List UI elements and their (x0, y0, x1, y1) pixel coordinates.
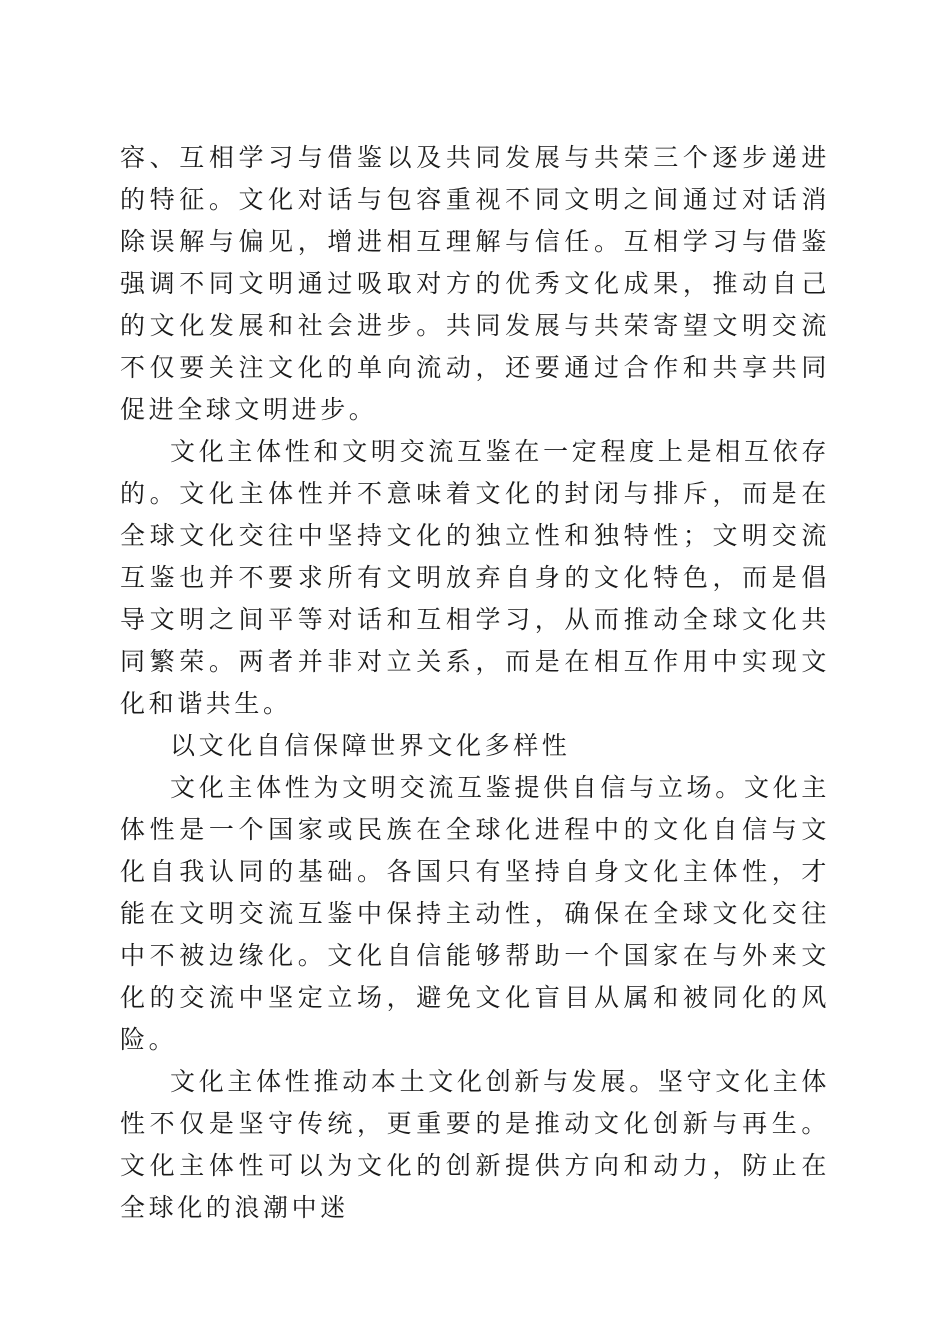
paragraph-interdependence: 文化主体性和文明交流互鉴在一定程度上是相互依存的。文化主体性并不意味着文化的封闭与排斥，而是在全球文化交往中坚持文化的独立性和独特性；文明交流互鉴也并不要求所有文明放弃自身的文化特色，而是倡导文明之间平等对话和互相学习，从而推动全球文化共同繁荣。两者并非对立关系，而是在相互作用中实现文化和谐共生。 (120, 437, 830, 718)
paragraph-confidence: 文化主体性为文明交流互鉴提供自信与立场。文化主体性是一个国家或民族在全球化进程中的文化自信与文化自我认同的基础。各国只有坚持自身文化主体性，才能在文明交流互鉴中保持主动性，确保在全球文化交往中不被边缘化。文化自信能够帮助一个国家在与外来文化的交流中坚定立场，避免文化盲目从属和被同化的风险。 (120, 773, 830, 1054)
paragraph-continuation: 容、互相学习与借鉴以及共同发展与共荣三个逐步递进的特征。文化对话与包容重视不同文明之间通过对话消除误解与偏见，增进相互理解与信任。互相学习与借鉴强调不同文明通过吸取对方的优秀文化成果，推动自己的文化发展和社会进步。共同发展与共荣寄望文明交流不仅要关注文化的单向流动，还要通过合作和共享共同促进全球文明进步。 (120, 143, 830, 424)
section-heading: 以文化自信保障世界文化多样性 (170, 731, 571, 760)
paragraph-innovation: 文化主体性推动本土文化创新与发展。坚守文化主体性不仅是坚守传统，更重要的是推动文化创新与再生。文化主体性可以为文化的创新提供方向和动力，防止在全球化的浪潮中迷 (120, 1067, 830, 1222)
document-body (120, 137, 830, 1229)
